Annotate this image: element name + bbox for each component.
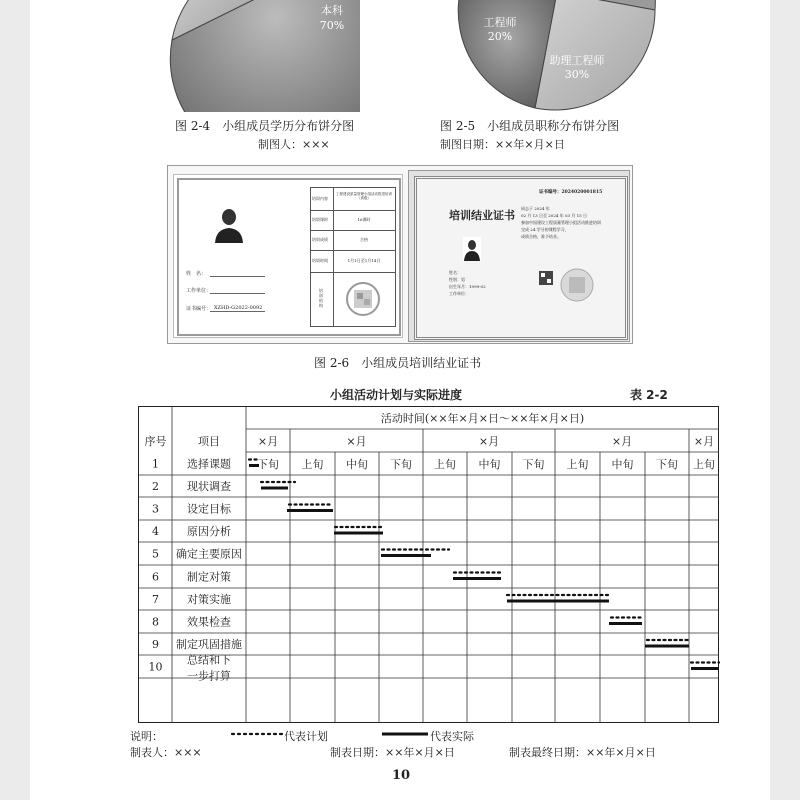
table-maker: 制表人：×××	[130, 746, 202, 759]
portrait-photo-icon	[212, 205, 246, 243]
row-item: 对策实施	[187, 593, 231, 606]
header-period: 上旬	[301, 458, 324, 471]
header-period: 下旬	[522, 458, 545, 471]
header-period: 下旬	[656, 458, 678, 471]
row-item: 原因分析	[187, 525, 231, 538]
row-number: 5	[152, 547, 159, 561]
figure-caption-2-5: 图 2-5 小组成员职称分布饼分图	[440, 119, 620, 133]
document-page	[30, 0, 770, 800]
certificate-info-table: 培训内容 培训课时 培训成绩 培训时间 培训机构 工程建设质量管理小组活动推进培训（高级） 16课时 合格 1月1日至1月14日	[310, 187, 396, 327]
certificate-title: 培训结业证书	[449, 209, 515, 222]
row-number: 4	[152, 525, 159, 538]
header-period: 中旬	[611, 458, 634, 471]
row-number: 2	[152, 480, 159, 493]
row-number: 3	[152, 502, 159, 516]
row-item: 制定巩固措施	[176, 638, 242, 651]
progress-table-grid	[139, 407, 720, 724]
header-month: ×月	[611, 435, 633, 448]
row-item: 总结和下	[187, 653, 231, 667]
row-item: 确定主要原因	[176, 547, 242, 561]
figure-caption-2-4: 图 2-4 小组成员学历分布饼分图	[175, 119, 355, 133]
figure-date: 制图日期：××年×月×日	[440, 138, 565, 151]
certificate-image	[167, 165, 633, 344]
header-period: 下旬	[257, 458, 279, 471]
certificate-right-page: 证书编号：2024020001815 培训结业证书 姓名： 性别：男 出生年月：1999-02 工作单位： 同志于 2024 年 02 月 13 日至 2024 年 03 月 15 日 参加中国建设工程质量管理小组活动推进培训 完成 24 学分的课程学习， 成绩合格，准予结业。	[408, 170, 630, 342]
header-month: ×月	[257, 435, 279, 448]
header-period: 下旬	[390, 458, 412, 471]
table-date: 制表日期：××年×月×日	[330, 746, 455, 759]
pie-right-label-a: 工程师	[483, 16, 517, 29]
row-item: 现状调查	[187, 480, 231, 493]
row-number: 7	[152, 593, 159, 606]
pie-left-label: 本科	[321, 4, 343, 17]
pie-right-label-b: 助理工程师	[549, 54, 605, 67]
certificate-left-page: 姓 名： 工作单位： 证书编号： XZHD-G2022-0092 培训内容 培训课时 培训成绩 培训时间 培训机构 工程建设质量管理小组活动推进培训（高级） 16课时 合格 1月1日至1月14日	[173, 174, 403, 338]
legend-plan-dots	[230, 728, 290, 740]
title-pie-chart	[425, 0, 665, 112]
header-seq: 序号	[144, 435, 167, 448]
header-period: 中旬	[478, 458, 501, 471]
row-item: 制定对策	[187, 570, 231, 584]
legend-actual-label: 代表实际	[430, 730, 474, 743]
progress-table	[138, 406, 719, 723]
pie-left-value: 70%	[319, 19, 345, 32]
legend-plan-label: 代表计划	[284, 730, 328, 743]
header-activity-time: 活动时间(××年×月×日～××年×月×日)	[380, 412, 585, 425]
table-title: 小组活动计划与实际进度	[330, 388, 463, 402]
header-month: ×月	[346, 435, 367, 448]
legend-actual-line	[380, 728, 430, 740]
header-month: ×月	[693, 435, 715, 448]
header-period: 上旬	[566, 458, 589, 471]
education-pie-chart	[160, 0, 360, 112]
seal-icon	[345, 281, 381, 317]
certificate-photo-icon	[463, 237, 481, 261]
row-number: 9	[152, 638, 159, 651]
row-number: 6	[152, 570, 159, 584]
figure-maker: 制图人：×××	[258, 138, 330, 151]
table-number: 表 2-2	[630, 388, 668, 402]
row-item: 一步打算	[187, 669, 231, 683]
pie-right-value-a: 20%	[487, 30, 513, 43]
row-number: 8	[152, 615, 159, 629]
header-item: 项目	[198, 435, 220, 448]
row-item: 效果检查	[187, 615, 231, 629]
legend-note-label: 说明：	[130, 730, 163, 743]
header-period: 中旬	[346, 458, 368, 471]
header-month: ×月	[478, 435, 500, 448]
stamp-icon	[559, 267, 595, 303]
page-number: 10	[392, 768, 411, 783]
row-number: 1	[152, 457, 159, 471]
table-final-date: 制表最终日期：××年×月×日	[509, 746, 656, 759]
figure-caption-2-6: 图 2-6 小组成员培训结业证书	[314, 356, 482, 370]
row-item: 设定目标	[187, 502, 231, 516]
header-period: 上旬	[693, 458, 715, 471]
pie-right-value-b: 30%	[564, 68, 590, 81]
header-period: 上旬	[434, 458, 456, 471]
qr-code-icon	[539, 271, 553, 285]
row-number: 10	[148, 660, 163, 674]
row-item: 选择课题	[187, 457, 231, 471]
